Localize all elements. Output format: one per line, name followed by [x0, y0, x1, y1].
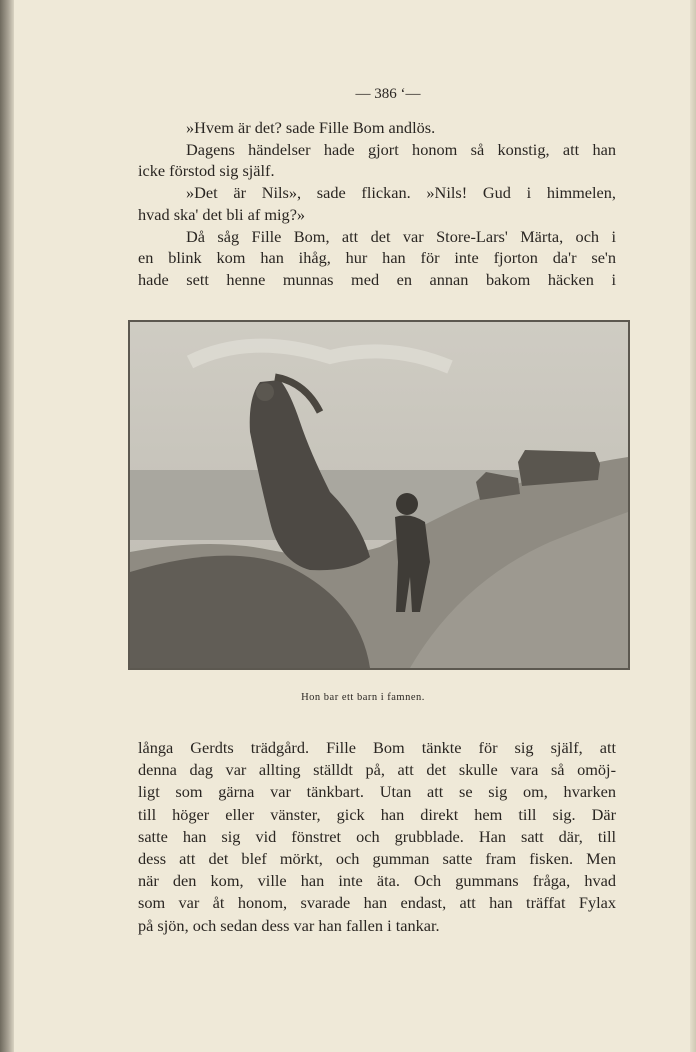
text-line: »Det är Nils», sade flickan. »Nils! Gud i himmelen, [186, 183, 616, 203]
illustration-caption: Hon bar ett barn i famnen. [301, 692, 425, 703]
page-number: — 386 ‘— [355, 86, 421, 102]
book-spine-shadow [0, 0, 14, 1052]
text-line: långa Gerdts trädgård. Fille Bom tänkte för sig själf, att [138, 738, 616, 757]
text-line: när den kom, ville han inte äta. Och gummans fråga, hvad [138, 871, 616, 891]
text-line: ligt som gärna var tänkbart. Utan att se sig om, hvarken [138, 782, 616, 802]
text-line: »Hvem är det? sade Fille Bom andlös. [186, 118, 436, 137]
text-line: icke förstod sig själf. [138, 161, 275, 181]
text-line: Då såg Fille Bom, att det var Store-Lars' Märta, och i [186, 226, 616, 246]
text-line: Dagens händelser hade gjort honom så konstig, att han [186, 139, 616, 159]
text-line: på sjön, och sedan dess var han fallen i tankar. [138, 915, 440, 935]
illustration-woman-with-child-on-hill [128, 320, 630, 670]
text-line: dess att det blef mörkt, och gumman satte fram fisken. Men [138, 849, 616, 868]
text-line: till höger eller vänster, gick han direkt hem till sig. Där [138, 804, 616, 824]
page-edge [690, 0, 696, 1052]
text-line: som var åt honom, svarade han endast, att han träffat Fylax [138, 893, 616, 913]
text-line: denna dag var allting ställdt på, att det skulle vara så omöj- [138, 760, 616, 780]
text-line: en blink kom han ihåg, hur han för inte fjorton da'r se'n [138, 248, 616, 268]
text-line: hvad ska' det bli af mig?» [138, 204, 306, 224]
text-line: hade sett henne munnas med en annan bakom häcken i [138, 269, 616, 289]
text-line: satte han sig vid fönstret och grubblade. Han satt där, till [138, 826, 616, 846]
